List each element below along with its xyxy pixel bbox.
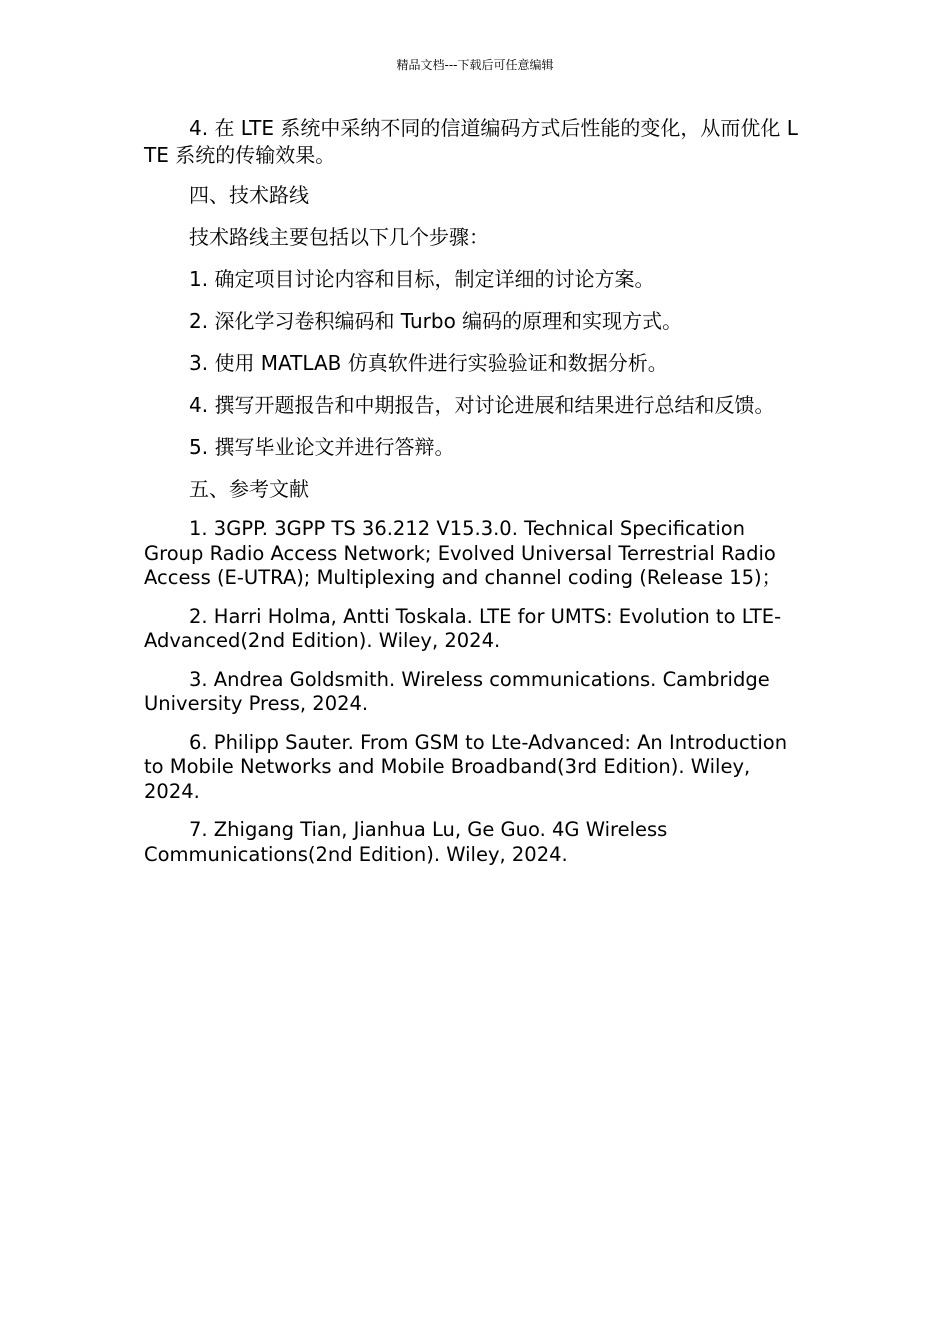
- page-header: 精品文档---下载后可任意编辑: [396, 58, 554, 72]
- reference-item: 6. Philipp Sauter. From GSM to Lte-Advanced: An Introduction to Mobile Networks and Mobile Broadband(3rd Edition). Wiley, 2024.: [144, 730, 788, 803]
- document-body: [144, 115, 806, 881]
- paragraph-lte-optimization: 4. 在 LTE 系统中采纳不同的信道编码方式后性能的变化，从而优化 LTE 系统的传输效果。: [144, 116, 798, 167]
- section-heading-technical-route: 四、技术路线: [189, 183, 309, 207]
- list-item-step-4: 4. 撰写开题报告和中期报告，对讨论进展和结果进行总结和反馈。: [189, 393, 775, 417]
- reference-item: 2. Harri Holma, Antti Toskala. LTE for UMTS: Evolution to LTE-Advanced(2nd Edition). Wiley, 2024.: [144, 604, 782, 652]
- paragraph-steps-intro: 技术路线主要包括以下几个步骤：: [189, 225, 489, 249]
- reference-item: 7. Zhigang Tian, Jianhua Lu, Ge Guo. 4G Wireless Communications(2nd Edition). Wiley, 2024.: [144, 818, 668, 866]
- list-item-step-5: 5. 撰写毕业论文并进行答辩。: [189, 435, 455, 459]
- list-item-step-2: 2. 深化学习卷积编码和 Turbo 编码的原理和实现方式。: [189, 309, 683, 333]
- list-item-step-1: 1. 确定项目讨论内容和目标，制定详细的讨论方案。: [189, 267, 655, 291]
- reference-item: 3. Andrea Goldsmith. Wireless communications. Cambridge University Press, 2024.: [144, 667, 770, 715]
- reference-item: 1. 3GPP. 3GPP TS 36.212 V15.3.0. Technical Specification Group Radio Access Network; Evolved Universal Terrestrial Radio Access (E-UTRA); Multiplexing and channel coding (Release 15)；: [144, 517, 782, 589]
- section-heading-references: 五、参考文献: [189, 477, 309, 501]
- list-item-step-3: 3. 使用 MATLAB 仿真软件进行实验验证和数据分析。: [189, 351, 668, 375]
